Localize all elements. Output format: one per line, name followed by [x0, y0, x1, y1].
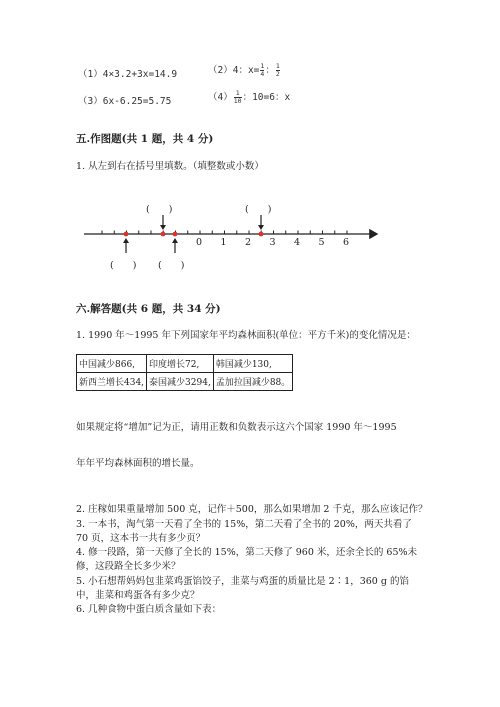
equation-3: （3）6x-6.25=5.75 [78, 96, 172, 107]
section-6-question-2: 2. 庄稼如果重量增加 500 克，记作＋500，那么如果增加 2 千克，那么应该记作？ [76, 504, 428, 515]
tick-label: 6 [343, 237, 350, 248]
section-5-title: 五.作图题(共 1 题，共 4 分) [76, 133, 214, 145]
equation-4-prefix: （4） [208, 92, 233, 103]
fraction-denominator: 2 [275, 70, 280, 78]
tick-label: 0 [196, 237, 203, 248]
point-b-dot [161, 232, 166, 237]
tick-label: 2 [245, 237, 252, 248]
section-6-question-3-line-1: 3. 一本书，淘气第一天看了全书的 15%，第二天看了全书的 20%，两天共看了 [76, 519, 412, 530]
section-6-title: 六.解答题(共 6 题，共 34 分) [76, 303, 221, 315]
section-5-question-1: 1. 从左到右在括号里填数。（填整数或小数） [76, 161, 264, 172]
arrow-head-icon [172, 238, 178, 243]
section-6-question-5-line-1: 5. 小石想帮妈妈包韭菜鸡蛋馅饺子，韭菜与鸡蛋的质量比是 2∶1，360 g 的馅 [76, 576, 409, 587]
tick-label: 4 [294, 237, 301, 248]
section-6-question-1-intro: 1. 1990 年～1995 年下列国家年平均森林面积(单位：平方千米)的变化情况是： [76, 330, 416, 341]
section-6-question-6: 6. 几种食物中蛋白质含量如下表： [76, 604, 222, 615]
table-cell: 孟加拉国减少88。 [213, 373, 292, 391]
arrow-head-icon [160, 225, 166, 230]
table-row [77, 373, 293, 391]
answer-bracket-top-1[interactable]: ( ) [146, 204, 173, 215]
table-cell: 中国减少866, [77, 355, 147, 373]
tick-label: 5 [318, 237, 325, 248]
table-cell: 韩国减少130, [213, 355, 292, 373]
section-6-question-3-line-2: 70 页，这本书一共有多少页？ [76, 533, 206, 544]
point-c-dot [173, 232, 178, 237]
tick-label: 3 [269, 237, 276, 248]
section-6-question-4-line-1: 4. 修一段路，第一天修了全长的 15%，第二天修了 960 米，还余全长的 65%未 [76, 547, 418, 558]
point-a-dot [124, 232, 129, 237]
point-d-dot [259, 232, 264, 237]
answer-bracket-top-2[interactable]: ( ) [245, 204, 272, 215]
equation-2-prefix: （2）4：x= [208, 65, 260, 76]
tick-label: 1 [220, 237, 227, 248]
table-cell: 新西兰增长434, [77, 373, 147, 391]
fraction-numerator: 1 [235, 89, 240, 97]
answer-bracket-bottom-1[interactable]: ( ) [110, 260, 137, 271]
forest-change-table [76, 354, 293, 391]
fraction-numerator: 1 [260, 62, 265, 70]
arrow-head-icon [123, 238, 129, 243]
section-6-question-1-line-1: 如果规定将“增加”记为正，请用正数和负数表示这六个国家 1990 年～1995 [76, 422, 397, 433]
table-cell: 印度增长72, [147, 355, 214, 373]
fraction-numerator: 1 [275, 62, 280, 70]
ratio-colon: ： [265, 65, 275, 76]
fraction-denominator: 4 [260, 70, 265, 78]
number-line-ticks [102, 231, 347, 235]
table-cell: 泰国减少3294, [147, 373, 214, 391]
table-row [77, 355, 293, 373]
arrow-head-icon [258, 225, 264, 230]
fraction-denominator: 10 [233, 97, 242, 105]
section-6-question-4-line-2: 修，这段路全长多少米？ [76, 561, 181, 572]
equation-1: （1）4×3.2+3x=14.9 [78, 69, 178, 80]
section-6-question-1-line-2: 年年平均森林面积的增长量。 [76, 458, 200, 469]
answer-bracket-bottom-2[interactable]: ( ) [158, 260, 185, 271]
equation-4-suffix: ：10=6：x [242, 92, 291, 103]
section-6-question-5-line-2: 中，韭菜和鸡蛋各有多少克？ [76, 590, 200, 601]
